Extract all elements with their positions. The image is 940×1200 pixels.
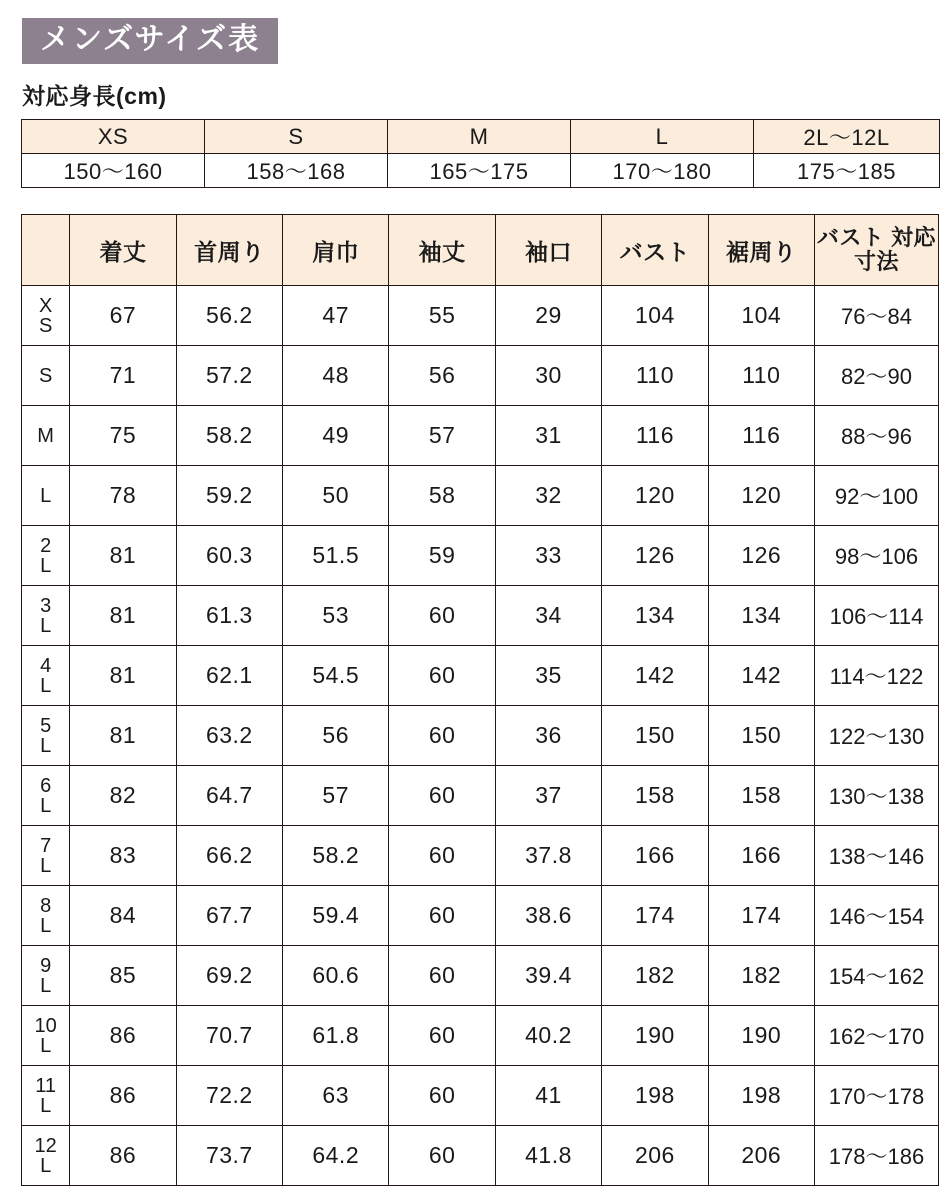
row-size-label-line: 3 — [40, 594, 52, 617]
table-row — [22, 1066, 939, 1126]
row-size-label-line: M — [37, 424, 54, 447]
row-size-label-line: L — [40, 554, 52, 577]
table-row — [22, 826, 939, 886]
row-size-label — [22, 826, 70, 886]
table-cell: 56.2 — [176, 286, 282, 346]
measurement-table — [21, 214, 939, 1186]
table-cell: 182 — [708, 946, 814, 1006]
table-cell: 60.3 — [176, 526, 282, 586]
table-cell: 36 — [495, 706, 601, 766]
height-size-cell: M — [388, 120, 571, 154]
table-cell: 41 — [495, 1066, 601, 1126]
table-cell: 85 — [70, 946, 176, 1006]
table-cell: 126 — [602, 526, 708, 586]
height-size-cell: 2L〜12L — [754, 120, 940, 154]
table-cell: 182 — [602, 946, 708, 1006]
table-cell: 142 — [602, 646, 708, 706]
table-cell: 150 — [602, 706, 708, 766]
row-size-label — [22, 706, 70, 766]
table-cell: 81 — [70, 646, 176, 706]
table-row — [22, 946, 939, 1006]
column-header-susomawari: 裾周り — [708, 215, 814, 286]
row-size-label-line: X — [38, 294, 53, 317]
table-cell: 110 — [708, 346, 814, 406]
table-cell: 126 — [708, 526, 814, 586]
column-header-sodetake: 袖丈 — [389, 215, 495, 286]
table-cell: 60 — [389, 586, 495, 646]
table-cell: 78 — [70, 466, 176, 526]
table-cell: 81 — [70, 706, 176, 766]
table-row — [22, 286, 939, 346]
row-size-label — [22, 346, 70, 406]
row-size-label-line: 10 — [34, 1014, 57, 1037]
table-cell: 49 — [283, 406, 389, 466]
row-size-label — [22, 886, 70, 946]
row-size-label-line: 9 — [40, 954, 52, 977]
row-size-label-line: L — [40, 914, 52, 937]
table-cell: 60 — [389, 1126, 495, 1186]
table-cell: 138〜146 — [814, 826, 938, 886]
table-cell: 69.2 — [176, 946, 282, 1006]
column-header-bust: バスト — [602, 215, 708, 286]
table-cell: 120 — [708, 466, 814, 526]
table-cell: 35 — [495, 646, 601, 706]
table-cell: 38.6 — [495, 886, 601, 946]
table-cell: 60 — [389, 646, 495, 706]
table-cell: 58 — [389, 466, 495, 526]
table-cell: 150 — [708, 706, 814, 766]
row-size-label-line: 8 — [40, 894, 52, 917]
table-cell: 61.8 — [283, 1006, 389, 1066]
table-cell: 48 — [283, 346, 389, 406]
table-cell: 170〜178 — [814, 1066, 938, 1126]
table-row — [22, 646, 939, 706]
table-row — [22, 346, 939, 406]
table-cell: 67.7 — [176, 886, 282, 946]
table-cell: 190 — [602, 1006, 708, 1066]
table-cell: 116 — [602, 406, 708, 466]
table-row — [22, 586, 939, 646]
table-cell: 70.7 — [176, 1006, 282, 1066]
table-cell: 98〜106 — [814, 526, 938, 586]
row-size-label-line: L — [40, 1034, 52, 1057]
table-cell: 86 — [70, 1066, 176, 1126]
table-cell: 60 — [389, 1006, 495, 1066]
table-cell: 56 — [283, 706, 389, 766]
table-cell: 154〜162 — [814, 946, 938, 1006]
table-cell: 81 — [70, 526, 176, 586]
row-size-label-line: 4 — [40, 654, 52, 677]
height-size-cell: XS — [22, 120, 205, 154]
table-cell: 60 — [389, 886, 495, 946]
table-row — [22, 1126, 939, 1186]
row-size-label — [22, 1126, 70, 1186]
row-size-label — [22, 526, 70, 586]
table-cell: 83 — [70, 826, 176, 886]
table-cell: 84 — [70, 886, 176, 946]
row-size-label-line: 11 — [35, 1074, 56, 1097]
column-header-kitake: 着丈 — [70, 215, 176, 286]
height-table-value-row — [22, 154, 940, 188]
table-row — [22, 766, 939, 826]
table-cell: 29 — [495, 286, 601, 346]
table-cell: 57 — [389, 406, 495, 466]
table-cell: 57.2 — [176, 346, 282, 406]
row-size-label-line: 7 — [40, 834, 52, 857]
table-cell: 64.7 — [176, 766, 282, 826]
table-cell: 60.6 — [283, 946, 389, 1006]
measurement-header-row — [22, 215, 939, 286]
table-row — [22, 466, 939, 526]
row-size-label-line: L — [40, 1094, 52, 1117]
row-size-label — [22, 1066, 70, 1126]
table-cell: 31 — [495, 406, 601, 466]
table-cell: 66.2 — [176, 826, 282, 886]
table-cell: 146〜154 — [814, 886, 938, 946]
height-range-cell: 175〜185 — [754, 154, 940, 188]
page-title: メンズサイズ表 — [22, 18, 278, 64]
table-cell: 174 — [602, 886, 708, 946]
row-size-label-line: S — [38, 314, 53, 337]
table-cell: 206 — [708, 1126, 814, 1186]
row-size-label — [22, 406, 70, 466]
table-cell: 198 — [602, 1066, 708, 1126]
table-cell: 104 — [602, 286, 708, 346]
height-table — [21, 119, 940, 188]
height-table-header-row — [22, 120, 940, 154]
table-cell: 67 — [70, 286, 176, 346]
table-cell: 59 — [389, 526, 495, 586]
row-size-label-line: 2 — [40, 534, 52, 557]
row-size-label-line: L — [40, 1154, 52, 1177]
table-cell: 33 — [495, 526, 601, 586]
table-cell: 130〜138 — [814, 766, 938, 826]
table-cell: 72.2 — [176, 1066, 282, 1126]
row-size-label — [22, 466, 70, 526]
table-cell: 55 — [389, 286, 495, 346]
row-size-label-line: S — [38, 364, 53, 387]
table-cell: 34 — [495, 586, 601, 646]
table-cell: 54.5 — [283, 646, 389, 706]
row-size-label-line: L — [40, 674, 52, 697]
table-cell: 64.2 — [283, 1126, 389, 1186]
table-cell: 60 — [389, 826, 495, 886]
table-cell: 198 — [708, 1066, 814, 1126]
table-cell: 71 — [70, 346, 176, 406]
table-cell: 56 — [389, 346, 495, 406]
column-header-bust-taiou-line1: バスト — [816, 225, 885, 251]
row-size-label-line: 12 — [34, 1134, 57, 1157]
row-size-label-line: L — [40, 794, 52, 817]
table-row — [22, 886, 939, 946]
table-cell: 158 — [602, 766, 708, 826]
row-size-label-line: L — [40, 734, 52, 757]
table-cell: 59.2 — [176, 466, 282, 526]
table-cell: 110 — [602, 346, 708, 406]
table-cell: 92〜100 — [814, 466, 938, 526]
table-cell: 114〜122 — [814, 646, 938, 706]
table-cell: 116 — [708, 406, 814, 466]
column-header-bust-taiou-line2: 対応寸法 — [853, 225, 937, 274]
table-cell: 58.2 — [283, 826, 389, 886]
table-row — [22, 1006, 939, 1066]
table-cell: 122〜130 — [814, 706, 938, 766]
table-cell: 37.8 — [495, 826, 601, 886]
table-cell: 76〜84 — [814, 286, 938, 346]
row-size-label-line: L — [40, 614, 52, 637]
table-cell: 174 — [708, 886, 814, 946]
table-cell: 61.3 — [176, 586, 282, 646]
table-cell: 47 — [283, 286, 389, 346]
table-cell: 134 — [708, 586, 814, 646]
table-cell: 30 — [495, 346, 601, 406]
table-cell: 162〜170 — [814, 1006, 938, 1066]
table-cell: 41.8 — [495, 1126, 601, 1186]
table-cell: 53 — [283, 586, 389, 646]
table-cell: 166 — [708, 826, 814, 886]
row-size-label-line: L — [40, 974, 52, 997]
row-size-label-line: 6 — [40, 774, 52, 797]
table-cell: 51.5 — [283, 526, 389, 586]
table-cell: 88〜96 — [814, 406, 938, 466]
table-cell: 178〜186 — [814, 1126, 938, 1186]
table-cell: 142 — [708, 646, 814, 706]
table-cell: 86 — [70, 1006, 176, 1066]
table-cell: 134 — [602, 586, 708, 646]
height-range-cell: 158〜168 — [205, 154, 388, 188]
table-cell: 40.2 — [495, 1006, 601, 1066]
table-cell: 120 — [602, 466, 708, 526]
column-header-sodeguchi: 袖口 — [495, 215, 601, 286]
table-row — [22, 706, 939, 766]
table-cell: 60 — [389, 946, 495, 1006]
table-cell: 62.1 — [176, 646, 282, 706]
row-size-label — [22, 1006, 70, 1066]
row-size-label-line: L — [40, 854, 52, 877]
row-size-label — [22, 946, 70, 1006]
table-cell: 60 — [389, 1066, 495, 1126]
row-size-label-line: L — [40, 484, 52, 507]
table-cell: 32 — [495, 466, 601, 526]
table-row — [22, 406, 939, 466]
row-size-label — [22, 586, 70, 646]
table-cell: 166 — [602, 826, 708, 886]
table-cell: 190 — [708, 1006, 814, 1066]
row-size-label-line: 5 — [40, 714, 52, 737]
table-cell: 57 — [283, 766, 389, 826]
table-cell: 86 — [70, 1126, 176, 1186]
table-cell: 104 — [708, 286, 814, 346]
table-cell: 106〜114 — [814, 586, 938, 646]
table-cell: 50 — [283, 466, 389, 526]
table-cell: 39.4 — [495, 946, 601, 1006]
table-cell: 37 — [495, 766, 601, 826]
height-section-heading: 対応身長(cm) — [22, 83, 167, 109]
table-cell: 75 — [70, 406, 176, 466]
row-size-label — [22, 286, 70, 346]
column-header-katahaba: 肩巾 — [283, 215, 389, 286]
height-range-cell: 170〜180 — [571, 154, 754, 188]
column-header-kubimawari: 首周り — [176, 215, 282, 286]
height-range-cell: 150〜160 — [22, 154, 205, 188]
table-cell: 82〜90 — [814, 346, 938, 406]
height-size-cell: L — [571, 120, 754, 154]
table-cell: 63 — [283, 1066, 389, 1126]
table-cell: 81 — [70, 586, 176, 646]
table-cell: 206 — [602, 1126, 708, 1186]
height-range-cell: 165〜175 — [388, 154, 571, 188]
column-header-bust-taiou — [814, 215, 938, 286]
table-cell: 59.4 — [283, 886, 389, 946]
row-size-label — [22, 646, 70, 706]
table-cell: 58.2 — [176, 406, 282, 466]
table-cell: 82 — [70, 766, 176, 826]
table-cell: 73.7 — [176, 1126, 282, 1186]
table-row — [22, 526, 939, 586]
table-corner-cell — [22, 215, 70, 286]
table-cell: 60 — [389, 706, 495, 766]
height-size-cell: S — [205, 120, 388, 154]
row-size-label — [22, 766, 70, 826]
table-cell: 60 — [389, 766, 495, 826]
table-cell: 63.2 — [176, 706, 282, 766]
table-cell: 158 — [708, 766, 814, 826]
